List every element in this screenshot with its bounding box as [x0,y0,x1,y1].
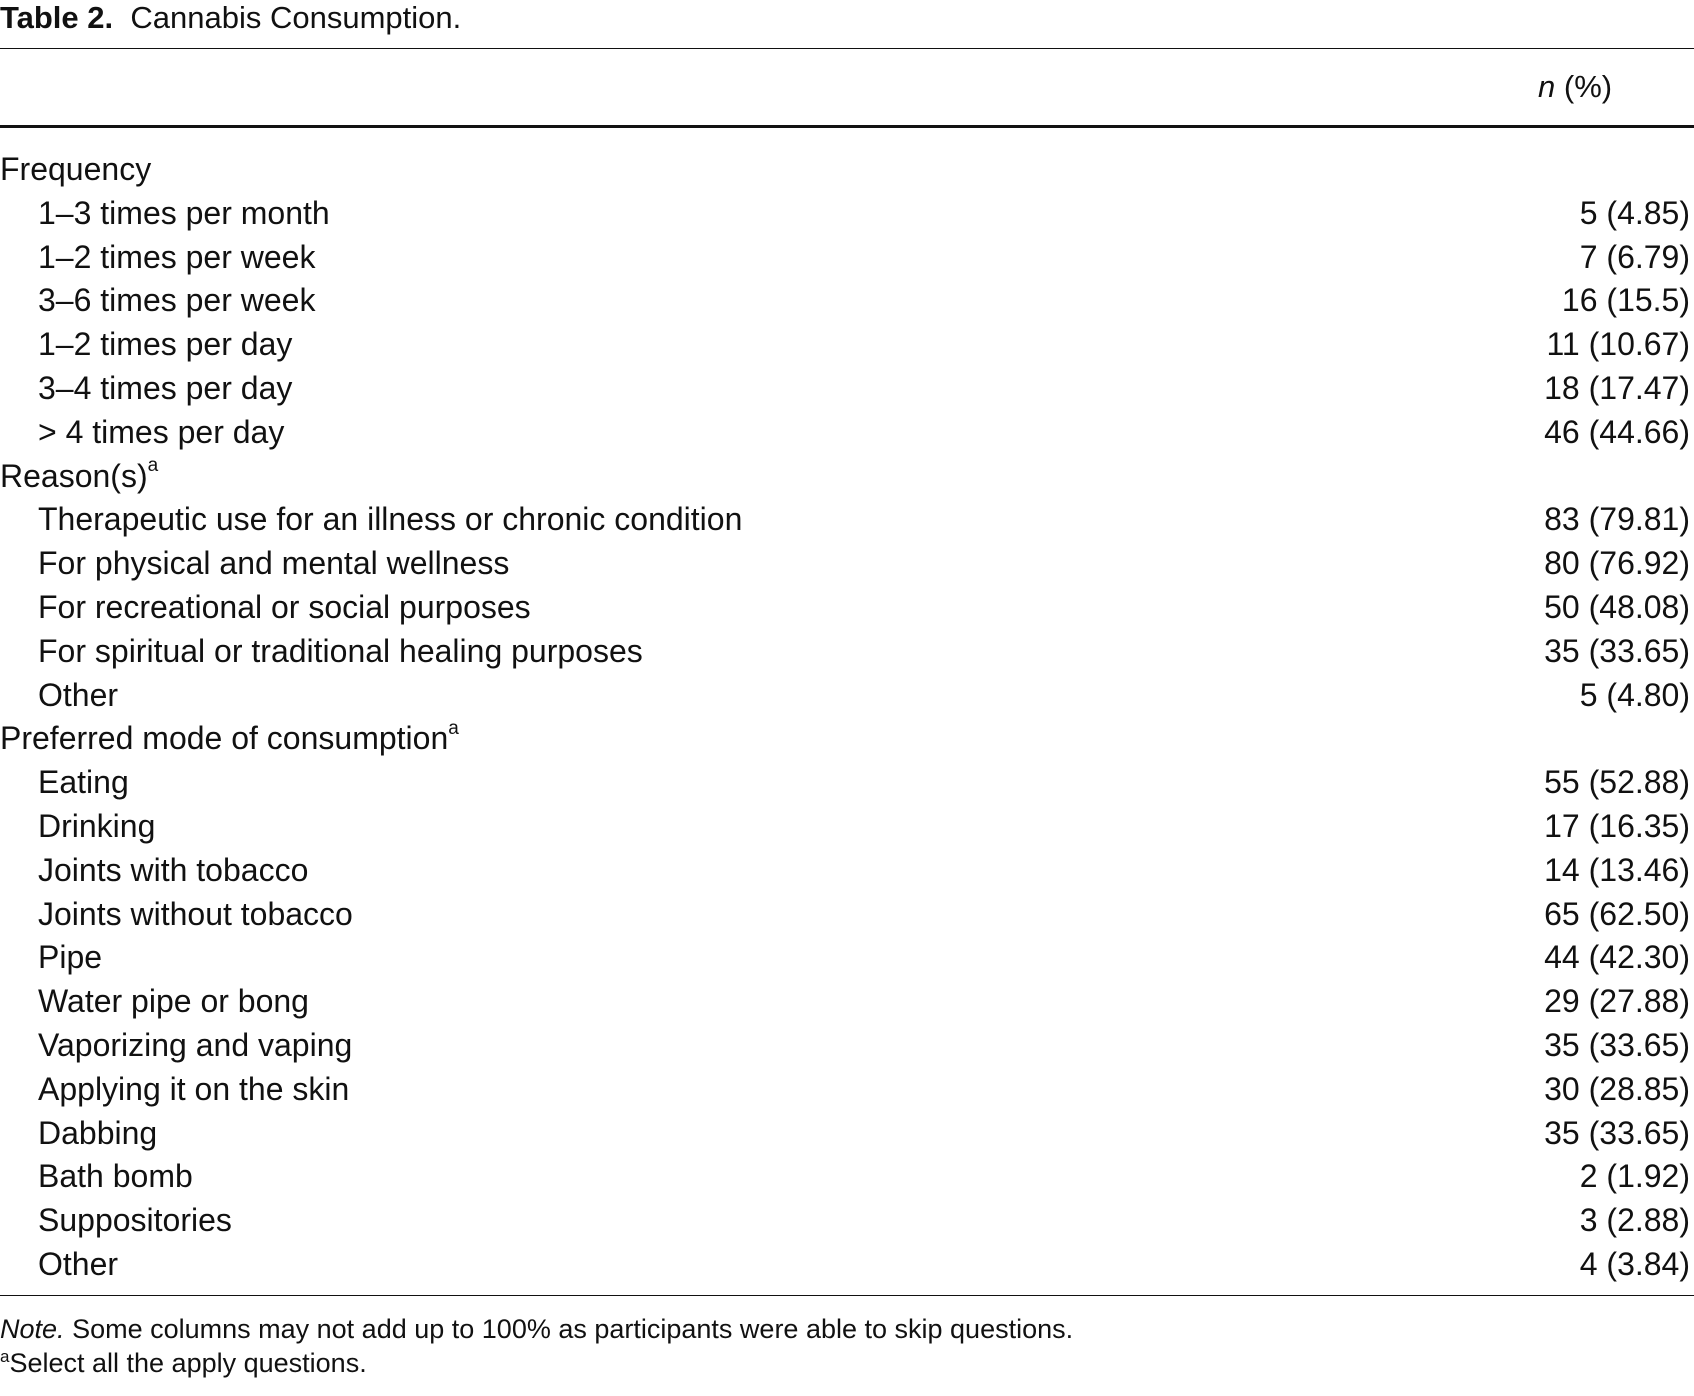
note-line [0,1312,1694,1346]
group-value-cell [1290,148,1694,192]
table-row [0,367,1694,411]
row-label: Joints with tobacco [38,851,309,888]
row-label: For recreational or social purposes [38,588,531,625]
column-header-n-percent [1538,69,1612,105]
row-value: 50 (48.08) [1544,588,1690,625]
row-label: 3–4 times per day [38,369,293,406]
row-label: 1–3 times per month [38,194,330,231]
table-row [0,279,1694,323]
data-table [0,148,1694,1287]
row-value: 44 (42.30) [1544,939,1690,976]
table-row [0,630,1694,674]
footnote-text: Select all the apply questions. [9,1347,367,1378]
row-value: 30 (28.85) [1544,1070,1690,1107]
row-label: Applying it on the skin [38,1070,350,1107]
group-value-cell [1290,717,1694,761]
row-value: 35 (33.65) [1544,632,1690,669]
group-title: Frequency [0,151,152,187]
row-value: 29 (27.88) [1544,983,1690,1020]
group-footnote-mark: a [147,454,159,476]
row-value: 65 (62.50) [1544,895,1690,932]
row-value: 4 (3.84) [1579,1245,1690,1282]
group-value-cell [1290,455,1694,499]
table-row [0,498,1694,542]
footnote-line [0,1346,1694,1380]
row-label: Vaporizing and vaping [38,1026,353,1063]
row-label: Other [38,1245,119,1282]
table-row [0,192,1694,236]
row-value: 46 (44.66) [1544,413,1690,450]
table-row [0,323,1694,367]
row-label: Bath bomb [38,1158,193,1195]
row-label: 1–2 times per day [38,326,293,363]
table-row [0,849,1694,893]
row-label: 1–2 times per week [38,238,316,275]
group-row [0,717,1694,761]
row-value: 11 (10.67) [1546,326,1690,363]
row-value: 7 (6.79) [1579,238,1690,275]
row-value: 55 (52.88) [1544,764,1690,801]
header-rule [0,125,1694,128]
group-footnote-mark: a [448,717,459,739]
row-value: 14 (13.46) [1544,851,1690,888]
column-header-percent: (%) [1563,69,1613,104]
row-value: 35 (33.65) [1544,1026,1690,1063]
row-value: 17 (16.35) [1544,807,1690,844]
group-row [0,455,1694,499]
row-value: 80 (76.92) [1544,545,1690,582]
table-row [0,542,1694,586]
table-row [0,1155,1694,1199]
row-label: > 4 times per day [38,413,285,450]
table-row [0,1112,1694,1156]
row-label: Suppositories [38,1202,232,1239]
table-row [0,1199,1694,1243]
group-title-cell [0,148,1290,192]
row-value: 2 (1.92) [1579,1158,1690,1195]
group-title-cell [0,717,1290,761]
row-label: Dabbing [38,1114,158,1151]
note-label: Note. [0,1313,65,1344]
row-label: Other [38,676,119,713]
row-label: Eating [38,764,129,801]
row-label: For physical and mental wellness [38,545,510,582]
row-value: 18 (17.47) [1544,369,1690,406]
table-row [0,411,1694,455]
table-caption-title: Cannabis Consumption. [130,0,462,35]
row-label: Drinking [38,807,156,844]
group-title-cell [0,455,1290,499]
row-value: 5 (4.85) [1579,194,1690,231]
footnote-mark: a [0,1346,10,1366]
table-header [0,49,1694,125]
table-row [0,893,1694,937]
table-notes [0,1296,1694,1380]
table-row [0,805,1694,849]
table-row [0,1243,1694,1287]
table-row [0,980,1694,1024]
row-label: Therapeutic use for an illness or chronic condition [38,501,743,538]
table-body [0,148,1694,1287]
row-value: 5 (4.80) [1579,676,1690,713]
row-value: 35 (33.65) [1544,1114,1690,1151]
table-row [0,1068,1694,1112]
group-title: Reason(s) [0,457,148,494]
row-value: 16 (15.5) [1561,282,1690,319]
note-text: Some columns may not add up to 100% as participants were able to skip questions. [72,1313,1074,1344]
row-value: 83 (79.81) [1544,501,1690,538]
table-row [0,1024,1694,1068]
row-label: Pipe [38,939,103,976]
row-value: 3 (2.88) [1579,1202,1690,1239]
table-row [0,936,1694,980]
row-label: 3–6 times per week [38,282,316,319]
table-caption [0,0,1694,48]
table-row [0,236,1694,280]
column-header-n: n [1538,69,1556,104]
row-label: Joints without tobacco [38,895,353,932]
table-row [0,674,1694,718]
group-row [0,148,1694,192]
row-label: For spiritual or traditional healing purposes [38,632,643,669]
group-title: Preferred mode of consumption [0,720,449,757]
row-label: Water pipe or bong [38,983,309,1020]
table-row [0,586,1694,630]
table-caption-label: Table 2. [0,0,114,35]
table-row [0,761,1694,805]
